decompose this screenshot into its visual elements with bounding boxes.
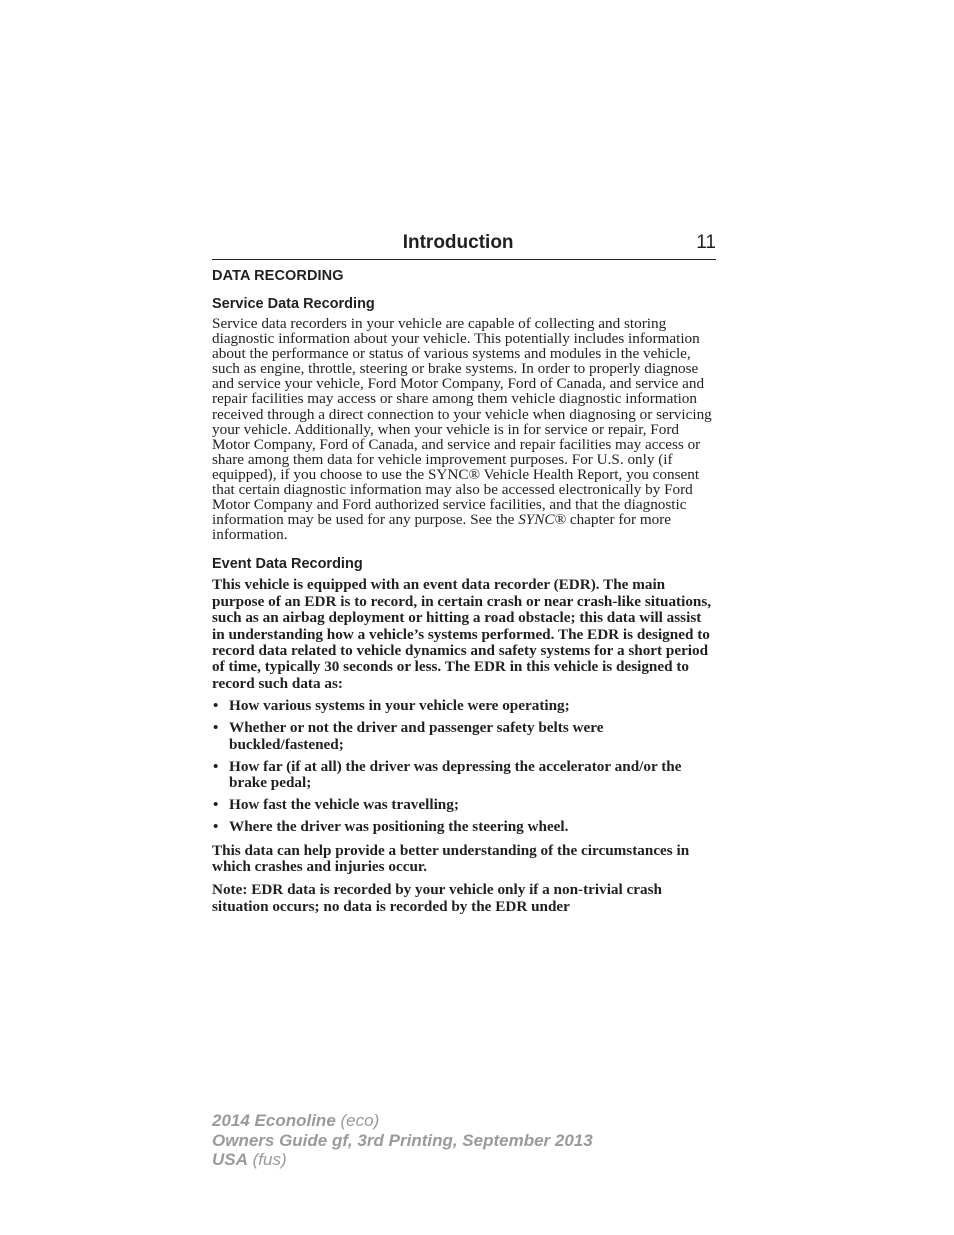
list-item-text: Whether or not the driver and passenger safety belts were buckled/fastened;: [229, 719, 604, 753]
footer-region: USA: [212, 1150, 248, 1169]
list-item: [212, 720, 716, 752]
footer-region-code: (fus): [252, 1150, 287, 1169]
bullet: •: [213, 719, 219, 737]
list-item-text: Where the driver was positioning the steering wheel.: [229, 818, 569, 836]
footer-guide-line: [212, 1131, 593, 1151]
footer-region-line: [212, 1150, 593, 1170]
list-item-text: How fast the vehicle was travelling;: [229, 796, 459, 814]
footer-model-code: (eco): [340, 1111, 380, 1130]
footer-model-line: [212, 1111, 593, 1131]
note-paragraph: Note: EDR data is recorded by your vehicle only if a non-trivial crash situation occurs; no data is recorded by the EDR under: [212, 881, 662, 915]
service-heading: Service Data Recording: [212, 296, 375, 312]
section-title: DATA RECORDING: [212, 268, 344, 284]
footer-model: 2014 Econoline: [212, 1111, 336, 1130]
page-header: [212, 228, 716, 260]
list-item-text: How far (if at all) the driver was depressing the accelerator and/or the brake pedal;: [229, 757, 682, 792]
bullet: •: [213, 796, 219, 814]
page-number: 11: [696, 232, 716, 253]
list-item: [212, 759, 716, 791]
bullet: •: [213, 818, 219, 836]
event-heading: Event Data Recording: [212, 556, 363, 573]
list-item: [212, 797, 716, 813]
event-intro: This vehicle is equipped with an event data recorder (EDR). The main purpose of an EDR is to record, in certain crash or near crash-like situations, such as an airbag deployment or hitting a road obstacle; this data will assist in understanding how a vehicle’s systems performed. The EDR is designed to record data related to vehicle dynamics and safety systems for a short period of time, typically 30 seconds or less. The EDR in this vehicle is designed to record such data as:: [212, 576, 712, 692]
list-item-text: How various systems in your vehicle were operating;: [229, 697, 570, 715]
bullet: •: [213, 757, 219, 775]
footer-guide: Owners Guide gf, 3rd Printing, September 2013: [212, 1130, 593, 1150]
page-footer: [212, 1111, 593, 1170]
chapter-title: Introduction: [402, 232, 514, 253]
list-item: [212, 698, 716, 714]
service-text-1: Service data recorders in your vehicle are capable of collecting and storing diagnostic information about your vehicle. This potentially includes information about the performance or status of various systems and modules in the vehicle, such as engine, throttle, steering or brake systems. In order to properly diagnose and service your vehicle, Ford Motor Company, Ford of Canada, and service and repair facilities may access or share among them vehicle diagnostic information received through a direct connection to your vehicle when diagnosing or servicing your vehicle. Additionally, when your vehicle is in for service or repair, Ford Motor Company, Ford of Canada, and service and repair facilities may access or share among them data for vehicle improvement purposes. For U.S. only (if equipped), if you choose to use the SYNC® Vehicle Health Report, you consent that certain diagnostic information may also be accessed electronically by Ford Motor Company and Ford authorized service facilities, and that the diagnostic information may be used for any purpose. See the: [212, 315, 712, 529]
edr-data-list: [212, 698, 716, 835]
after-bullets-paragraph: This data can help provide a better understanding of the circumstances in which crashes and injuries occur.: [212, 841, 690, 876]
sync-chapter-reference: SYNC®: [518, 511, 567, 529]
manual-page: [212, 228, 716, 915]
bullet: •: [213, 697, 219, 715]
list-item: [212, 819, 716, 835]
service-paragraph: [212, 316, 716, 542]
service-text-2: chapter for more information.: [212, 511, 672, 544]
